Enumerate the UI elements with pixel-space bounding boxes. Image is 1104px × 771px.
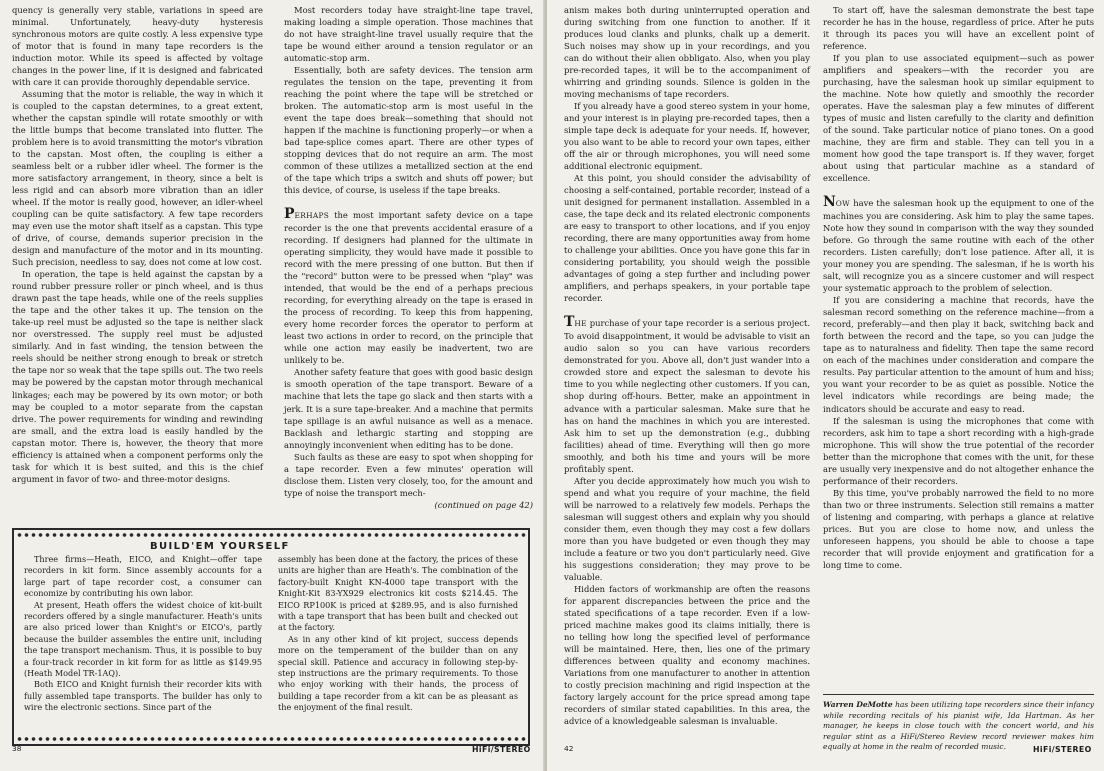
- paragraph: By this time, you've probably narrowed the field to no more than two or three instruments. Selection still remains a matter of listening and comparing, with perhaps a glance at relative prices. But you are close to home now, and unless the unforeseen happens, you should be able to choose a tape recorder that will provide enjoyment and gratification for a long time to come.: [823, 487, 1094, 570]
- paragraph: Essentially, both are safety devices. The tension arm regulates the tension on the tape, preventing it from reaching the point where the tape will be stretched or broken. The automatic-stop arm is most useful in the event the tape does break—something that should not happen if the machine is functioning properly—or when a bad tape-splice comes apart. There are other types of stopping devices that do not require an arm. The most common of these utilizes a metallized section at the end of the tape which trips a switch and shuts off power; but this device, of course, is useless if the tape breaks.: [284, 65, 533, 196]
- sidebar-title: BUILD'EM YOURSELF: [150, 541, 290, 552]
- paragraph: At this point, you should consider the advisability of choosing a self-contained, portable recorder, instead of a unit designed for permanent installation. Assembled in a case, the tape deck and its related electronic components are easy to transport to other locations, and if you enjoy recording, there are many opportunities away from home to challenge your abilities. Once you have gone this far in considering portability, you should weigh the possible advantages of going a step further and including power amplifiers, and perhaps speakers, in your portable tape recorder.: [564, 173, 810, 304]
- right-column-2: [823, 4, 1094, 571]
- right-page: [547, 0, 1104, 771]
- left-column-2: [284, 4, 533, 511]
- page-number: 42: [564, 744, 574, 753]
- paragraph: Such faults as these are easy to spot when shopping for a tape recorder. Even a few minutes' operation will disclose them. Listen very closely, too, for the amount and type of noise the transport mech-: [284, 451, 533, 498]
- paragraph: assembly has been done at the factory, the prices of these units are higher than are Heath's. The combination of the factory-built Knight KN-4000 tape transport with the Knight-Kit 83-YX929 electronics kit costs $214.45. The EICO RP100K is priced at $289.95, and is also furnished with a tape transport that has been built and checked out at the factory.: [278, 554, 518, 633]
- paragraph-text: the most important safety device on a tape recorder is the one that prevents accidental erasure of a recording. If designers had planned for the ultimate in operating simplicity, they would have made it possible to record with the mere pressing of one button. But then if the "record" button were to be pressed when "play" was intended, that would be the end of a perhaps precious recording, for everything already on the tape is erased in the process of recording. To keep this from happening, every home recorder forces the operator to perform at least two actions in order to record, on the principle that while one action may easily be inadvertent, two are unlikely to be.: [284, 210, 533, 366]
- paragraph: To start off, have the salesman demonstrate the best tape recorder he has in the house, regardless of price. After he puts it through its paces you will have an excellent point of reference.: [823, 5, 1094, 52]
- paragraph: [284, 206, 533, 366]
- page-number: 38: [12, 744, 22, 753]
- left-column-1: [12, 4, 263, 485]
- paragraph: Assuming that the motor is reliable, the way in which it is coupled to the capstan determines, to a great extent, whether the capstan spindle will rotate smoothly or with the little bumps that become translated into flutter. The problem here is to avoid transmitting the motor's vibration to the capstan. Most often, the coupling is either a seamless belt or a rubber idler wheel. The former is the more satisfactory arrangement, in theory, since a belt is less rigid and can absorb more vibration than an idler wheel. If the motor is really good, however, an idler-wheel coupling can be quite satisfactory. A few tape recorders may even use the motor shaft itself as a capstan. This type of drive, of course, demands superior precision in the design and manufacture of the motor and in its mounting. Such precision, needless to say, does not come at low cost.: [12, 89, 263, 268]
- continued-note: (continued on page 42): [434, 499, 533, 510]
- paragraph-text: have the salesman hook up the equipment to one of the machines you are considering. Ask him to play the same tapes. Note how they sound in comparison with the way they sounded before. Go through the same routine with each of the other recorders. Listen carefully; don't lose patience. After all, it is your money you are spending. The salesman, if he is worth his salt, will recognize you as a sincere customer and will respect your systematic approach to the problem of selection.: [823, 198, 1094, 294]
- paragraph: In operation, the tape is held against the capstan by a round rubber pressure roller or pinch wheel, and is thus drawn past the tape heads, while one of the reels supplies the tape and the other takes it up. The tension on the take-up reel must be adjusted so the tape is neither slack nor overstressed. The supply reel must be adjusted similarly. And in fast winding, the tension between the reels should be neither strong enough to break or stretch the tape nor so weak that the tape spills out. The two reels may be powered by the capstan motor through mechanical linkages; each may be powered by its own motor; or both may be coupled to a motor separate from the capstan drive. The power requirements for winding and rewinding are small, and the extra load is easily handled by the capstan motor. There is, however, the theory that more efficiency is attained when a component performs only the task for which it is best suited, and this is the chief argument in favor of two- and three-motor designs.: [12, 269, 263, 484]
- paragraph: As in any other kind of kit project, success depends more on the temperament of the builder than on any special skill. Patience and accuracy in following step-by-step instructions are the primary requirements. To those who enjoy working with their hands, the process of building a tape recorder from a kit can be as pleasant as the enjoyment of the final result.: [278, 633, 518, 713]
- small-caps-lead: ERHAPS: [294, 211, 330, 221]
- paragraph: If the salesman is using the microphones that come with recorders, ask him to tape a short recording with a high-grade microphone. This will show the true potential of the recorder better than the microphone that comes with the unit, for these are usually very inexpensive and do not altogether enhance the performance of their recorders.: [823, 415, 1094, 486]
- paragraph: Most recorders today have straight-line tape travel, making loading a simple operation. Those machines that do not have straight-line travel usually require that the tape be wound either around a tension regulator or an automatic-stop arm.: [284, 5, 533, 64]
- left-page: [0, 0, 545, 771]
- paragraph: Another safety feature that goes with good basic design is smooth operation of the tape transport. Beware of a machine that lets the tape go slack and then starts with a jerk. It is a sure tape-breaker. And a machine that permits tape spillage is an awful nuisance as well as a menace. Backlash and lethargic starting and stopping are annoyingly inconvenient when editing has to be done.: [284, 367, 533, 450]
- paragraph: Hidden factors of workmanship are often the reasons for apparent discrepancies between the price and the stated specifications of a tape recorder. Even if a low-priced machine makes good its claims initially, there is no telling how long the specified level of performance will be maintained. Here, then, lies one of the primary differences between quality and economy machines. Variations from one manufacturer to another in attention to costly precision machining and rigid inspection at the factory largely account for the price spread among tape recorders of similar stated capabilities. In this area, the advice of a knowledgeable salesman is invaluable.: [564, 583, 810, 726]
- paragraph: After you decide approximately how much you wish to spend and what you require of your machine, the field will be narrowed to a relatively few models. Perhaps the salesman will suggest others and explain why you should consider them, even though they may cost a few dollars more than you have budgeted or even though they may include a feature or two you don't particularly need. Give his suggestions consideration; they may prove to be valuable.: [564, 475, 810, 582]
- bio-divider: [823, 694, 1094, 695]
- author-bio-text: has been utilizing tape recorders since their infancy while recording recitals of his pianist wife, Ida Hartman. As her manager, he keeps in close touch with the concert world, and his regular stint as a HiFi/Stereo Review record reviewer makes him equally at home in the realm of recorded music.: [823, 700, 1094, 752]
- drop-cap: T: [564, 314, 575, 331]
- paragraph: [823, 194, 1094, 294]
- small-caps-lead: HE: [574, 319, 587, 329]
- paragraph: If you are considering a machine that records, have the salesman record something on the reference machine—from a record, preferably—and then play it back, switching back and forth between the record and the tape, so you can judge the tape as to naturalness and fidelity. Then tape the same record on each of the machines under consideration and compare the results. Pay particular attention to the amount of hum and hiss; you want your recorder to be as quiet as possible. Notice the level indicators while recordings are being made; the indicators should be accurate and easy to read.: [823, 295, 1094, 414]
- drop-cap: P: [284, 206, 295, 223]
- paragraph: Both EICO and Knight furnish their recorder kits with fully assembled tape transports. The builder has only to wire the electronic sections. Since part of the: [24, 679, 262, 713]
- paragraph-text: purchase of your tape recorder is a serious project. To avoid disappointment, it would be advisable to visit an audio salon so you can have various recorders demonstrated for you. Above all, don't just wander into a crowded store and expect the salesman to devote his time to you while neglecting other customers. If you can, shop during off-hours. Better, make an appointment in advance with a particular salesman. Make sure that he has on hand the machines in which you are interested. Ask him to set up the demonstration (e.g., dubbing facilities) ahead of time. Everything will then go more smoothly, and both his time and yours will be more profitably spent.: [564, 318, 810, 474]
- author-name: Warren DeMotte: [823, 700, 893, 709]
- sidebar-box: [12, 528, 530, 746]
- paragraph: If you plan to use associated equipment—such as power amplifiers and speakers—with the recorder you are purchasing, have the salesman hook up similar equipment to the machine. Note how quietly and smoothly the recorder operates. Have the salesman play a few minutes of different types of music and listen carefully to the clarity and definition of the sound. Take particular notice of piano tones. On a good machine, they are firm and stable. They can tell you in a moment how good the tape transport is. If they waver, forget about using that particular machine as a standard of excellence.: [823, 53, 1094, 184]
- magazine-name: HiFi/STEREO: [1033, 745, 1092, 754]
- paragraph: [564, 314, 810, 474]
- paragraph: quency is generally very stable, variations in speed are minimal. Unfortunately, heavy-duty hysteresis synchronous motors are quite costly. A less expensive type of motor that is found in many tape recorders is the induction motor. While its speed is affected by voltage changes in the power line, if it is designed and fabricated with care it can provide thoroughly dependable service.: [12, 5, 263, 88]
- sidebar-column-1: [24, 554, 262, 714]
- small-caps-lead: OW: [835, 199, 851, 209]
- drop-cap: N: [823, 194, 836, 211]
- dotted-border: [16, 736, 526, 742]
- paragraph: anism makes both during uninterrupted operation and during switching from one function to another. If it produces loud clanks and plunks, chalk up a demerit. Such noises may show up in your recordings, and you can do without their alien obbligato. Also, when you play pre-recorded tapes, it will be to the accompaniment of whirring and grinding sounds. Silence is golden in the moving mechanisms of tape recorders.: [564, 5, 810, 100]
- magazine-name: HiFi/STEREO: [472, 745, 531, 754]
- paragraph: At present, Heath offers the widest choice of kit-built recorders offered by a single manufacturer. Heath's units are also priced lower than Knight's or EICO's, partly because the builder assembles the entire unit, including the tape transport mechanism. Thus, it is possible to buy a four-track recorder in kit form for as little as $149.95 (Heath Model TR-1AQ).: [24, 599, 262, 679]
- sidebar-column-2: [278, 554, 518, 714]
- paragraph: If you already have a good stereo system in your home, and your interest is in playing pre-recorded tapes, then a simple tape deck is adequate for your needs. If, however, you also want to be able to record your own tapes, either off the air or through microphones, you will need some additional electronic equipment.: [564, 101, 810, 172]
- dotted-border: [16, 532, 526, 538]
- right-column-1: [564, 4, 810, 727]
- paragraph: Three firms—Heath, EICO, and Knight—offer tape recorders in kit form. Since assembly accounts for a large part of tape recorder cost, a consumer can economize by contributing his own labor.: [24, 554, 262, 599]
